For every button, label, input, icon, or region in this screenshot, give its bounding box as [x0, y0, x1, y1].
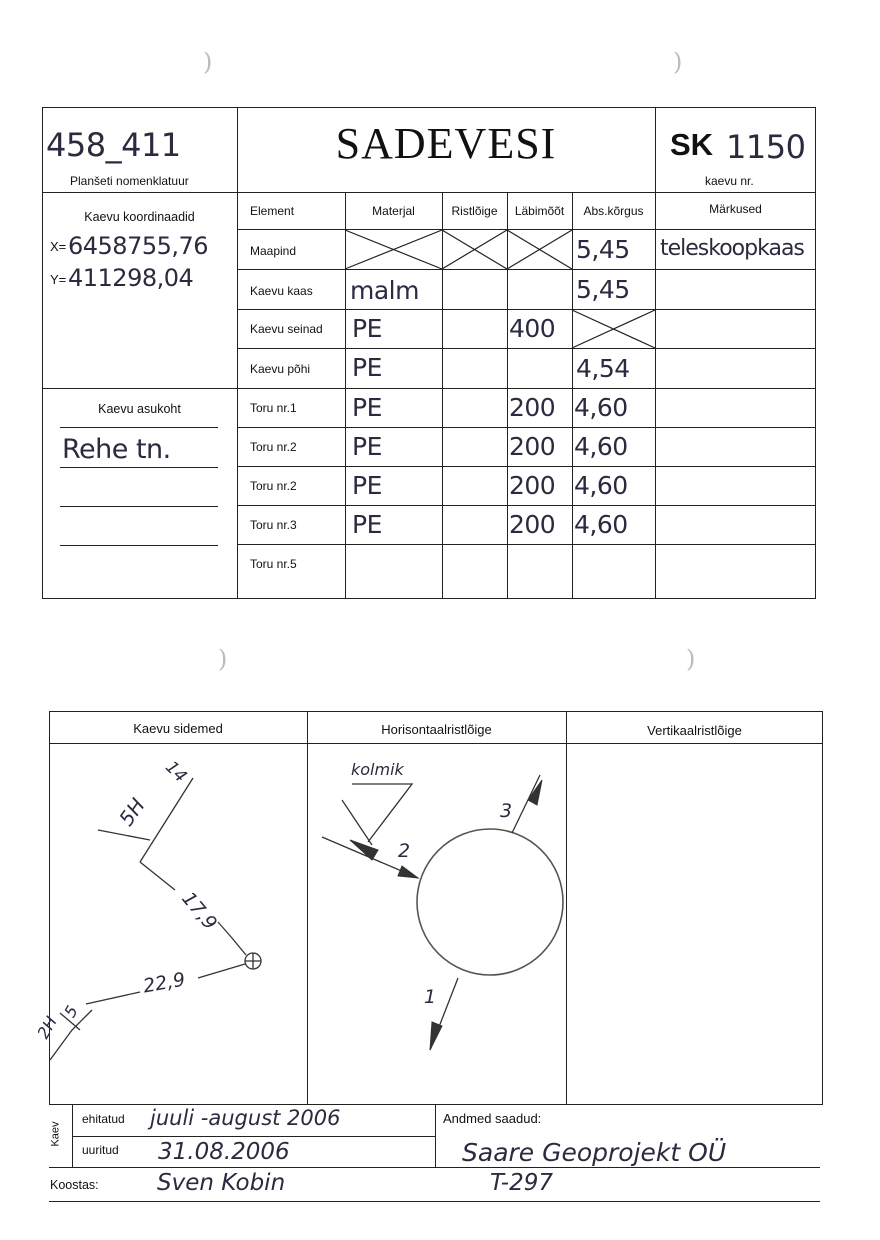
row-material: PE [352, 314, 382, 343]
built-label: ehitatud [82, 1112, 125, 1126]
tie-label: 5 [60, 1002, 82, 1021]
row-material: PE [352, 432, 382, 461]
punch-hole: ) [686, 645, 696, 673]
location-value: Rehe tn. [62, 434, 171, 465]
header-material: Materjal [372, 204, 415, 218]
tie-label: 14 [161, 757, 191, 787]
row-notes: teleskoopkaas [660, 236, 804, 261]
punch-hole: ) [218, 645, 228, 673]
row-element: Toru nr.2 [250, 440, 297, 454]
well-prefix: SK [670, 127, 714, 162]
row-element: Toru nr.3 [250, 518, 297, 532]
coordinates-label: Kaevu koordinaadid [84, 210, 195, 224]
row-abs-height: 4,60 [574, 471, 628, 500]
row-material: PE [352, 353, 382, 382]
row-diameter: 200 [509, 432, 556, 461]
built-value: juuli -august 2006 [150, 1106, 341, 1130]
pipe-number-label: 2 [398, 840, 411, 862]
row-element: Toru nr.1 [250, 401, 297, 415]
well-number-label: kaevu nr. [705, 174, 754, 188]
row-element: Kaevu seinad [250, 322, 323, 336]
row-diameter: 400 [509, 314, 556, 343]
page-title: SADEVESI [335, 119, 557, 168]
vertical-section-header: Vertikaalristlõige [647, 723, 742, 738]
row-material: PE [352, 393, 382, 422]
data-source-label: Andmed saadud: [443, 1111, 542, 1126]
pipe-number-label: 3 [500, 800, 513, 822]
surveyed-value: 31.08.2006 [158, 1139, 290, 1165]
nomenclature-label: Planšeti nomenklatuur [70, 174, 189, 188]
ties-header: Kaevu sidemed [133, 721, 223, 736]
header-abs-height: Abs.kõrgus [583, 204, 644, 218]
row-element: Kaevu kaas [250, 284, 313, 298]
location-label: Kaevu asukoht [98, 402, 181, 416]
row-abs-height: 4,60 [574, 393, 628, 422]
horizontal-section-header: Horisontaalristlõige [381, 722, 492, 737]
nomenclature-value: 458_411 [46, 126, 181, 164]
row-abs-height: 4,60 [574, 432, 628, 461]
data-source-value: Saare Geoprojekt OÜ [462, 1138, 727, 1167]
tie-label: 22,9 [141, 968, 187, 998]
row-abs-height: 4,54 [576, 354, 630, 383]
header-element: Element [250, 204, 295, 218]
header-cross-section: Ristlõige [451, 204, 498, 218]
pipe-number-label: 1 [424, 986, 437, 1008]
punch-hole: ) [673, 48, 683, 76]
author-value: Sven Kobin [157, 1170, 286, 1196]
punch-hole: ) [203, 48, 213, 76]
row-element: Toru nr.5 [250, 557, 297, 571]
y-prefix: Y= [50, 272, 67, 287]
tie-label: 2H [33, 1013, 61, 1042]
row-material: PE [352, 471, 382, 500]
row-diameter: 200 [509, 471, 556, 500]
row-element: Kaevu põhi [250, 362, 311, 376]
x-coordinate: 6458755,76 [68, 232, 209, 260]
row-element: Maapind [250, 244, 297, 258]
surveyed-label: uuritud [82, 1143, 119, 1157]
row-material: malm [350, 276, 419, 305]
header-diameter: Läbimõõt [514, 204, 565, 218]
row-diameter: 200 [509, 393, 556, 422]
row-abs-height: 5,45 [576, 275, 630, 304]
well-number: 1150 [726, 128, 806, 166]
row-abs-height: 5,45 [576, 235, 630, 264]
tie-label: 5H [114, 793, 150, 831]
tie-label: 17,9 [177, 887, 222, 935]
row-abs-height: 4,60 [574, 510, 628, 539]
row-diameter: 200 [509, 510, 556, 539]
row-material: PE [352, 510, 382, 539]
y-coordinate: 411298,04 [68, 264, 194, 292]
x-prefix: X= [50, 239, 67, 254]
author-label: Koostas: [50, 1178, 99, 1192]
well-side-label: Kaev [49, 1121, 62, 1147]
row-element: Toru nr.2 [250, 479, 297, 493]
document-code: T-297 [490, 1170, 553, 1196]
header-notes: Märkused [709, 202, 762, 216]
tee-label: kolmik [351, 760, 404, 779]
